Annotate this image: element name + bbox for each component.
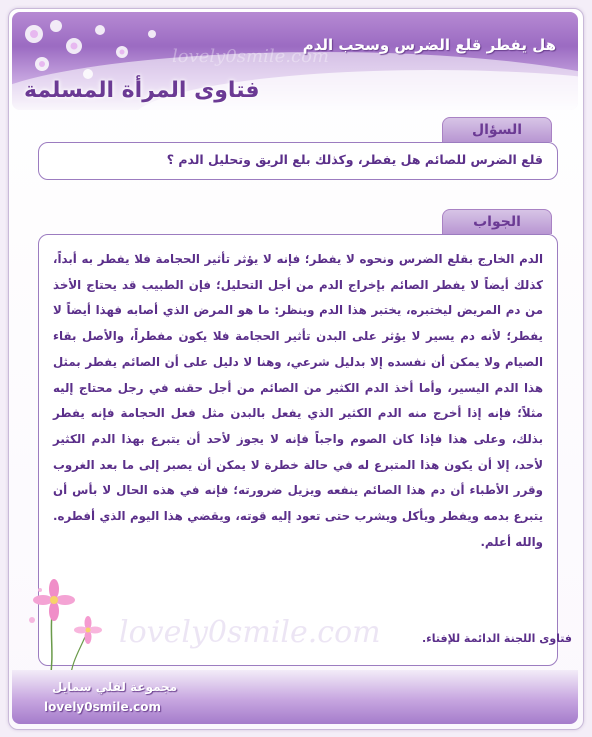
answer-text: الدم الخارج بقلع الضرس ونحوه لا يفطر؛ فإنه لا يؤثر تأثير الحجامة فلا يفطر به أبداً، كذلك أيضاً لا يفطر الصائم بإخراج الدم من أجل التحليل؛ فإن الطبيب قد يحتاج الأخذ من دم المريض ليختبره، يختبر هذا الدم وينظر: ما هو المرض الذي أصابه فهذا أيضاً لا يفطر؛ لأنه دم يسير لا يؤثر على البدن تأثير الحجامة فلا يكون مفطراً، والأصل بقاء الصيام ولا يمكن أن نفسده إلا بدليل شرعي، وهنا لا دليل على أن الصائم يفطر بمثل هذا الدم اليسير، وأما أخذ الدم الكثير من الصائم من أجل حقنه في رجل محتاج إليه مثلاً؛ فإنه إذا أخرج منه الدم الكثير الذي يفعل بالبدن مثل فعل الحجامة فإنه يفطر بذلك، وعلى هذا فإذا كان الصوم واجباً فإنه لا يجوز لأحد أن يتبرع بهذا الدم الكثير لأحد، إلا أن يكون هذا المتبرع له في حالة خطرة لا يمكن أن يصبر إلى ما بعد الغروب وقرر الأطباء أن دم هذا الصائم ينفعه ويزيل ضرورته؛ فإنه في هذه الحال لا بأس أن يتبرع بدمه ويفطر ويأكل ويشرب حتى تعود إليه قوته، ويقضي هذا اليوم الذي أفطره. والله أعلم. bbox=[53, 252, 543, 549]
footer-url[interactable]: lovely0smile.com bbox=[44, 700, 162, 714]
question-box bbox=[38, 142, 558, 180]
question-text: قلع الضرس للصائم هل يفطر، وكذلك بلع الريق وتحليل الدم ؟ bbox=[166, 152, 543, 167]
question-tab: السؤال bbox=[442, 117, 552, 142]
answer-tab: الجواب bbox=[442, 209, 552, 234]
brand-title: فتاوى المرأة المسلمة bbox=[24, 78, 260, 103]
footer-banner bbox=[12, 670, 578, 724]
answer-source: فتاوى اللجنة الدائمة للإفتاء. bbox=[421, 632, 572, 645]
answer-watermark: lovely0smile.com bbox=[119, 615, 381, 650]
page-title: هل يفطر قلع الضرس وسحب الدم bbox=[302, 36, 556, 54]
header-watermark: lovely0smile.com bbox=[172, 46, 329, 67]
cosmos-flower-icon bbox=[10, 560, 130, 680]
footer-group-name: مجموعة لفلي سمايل bbox=[52, 680, 178, 694]
